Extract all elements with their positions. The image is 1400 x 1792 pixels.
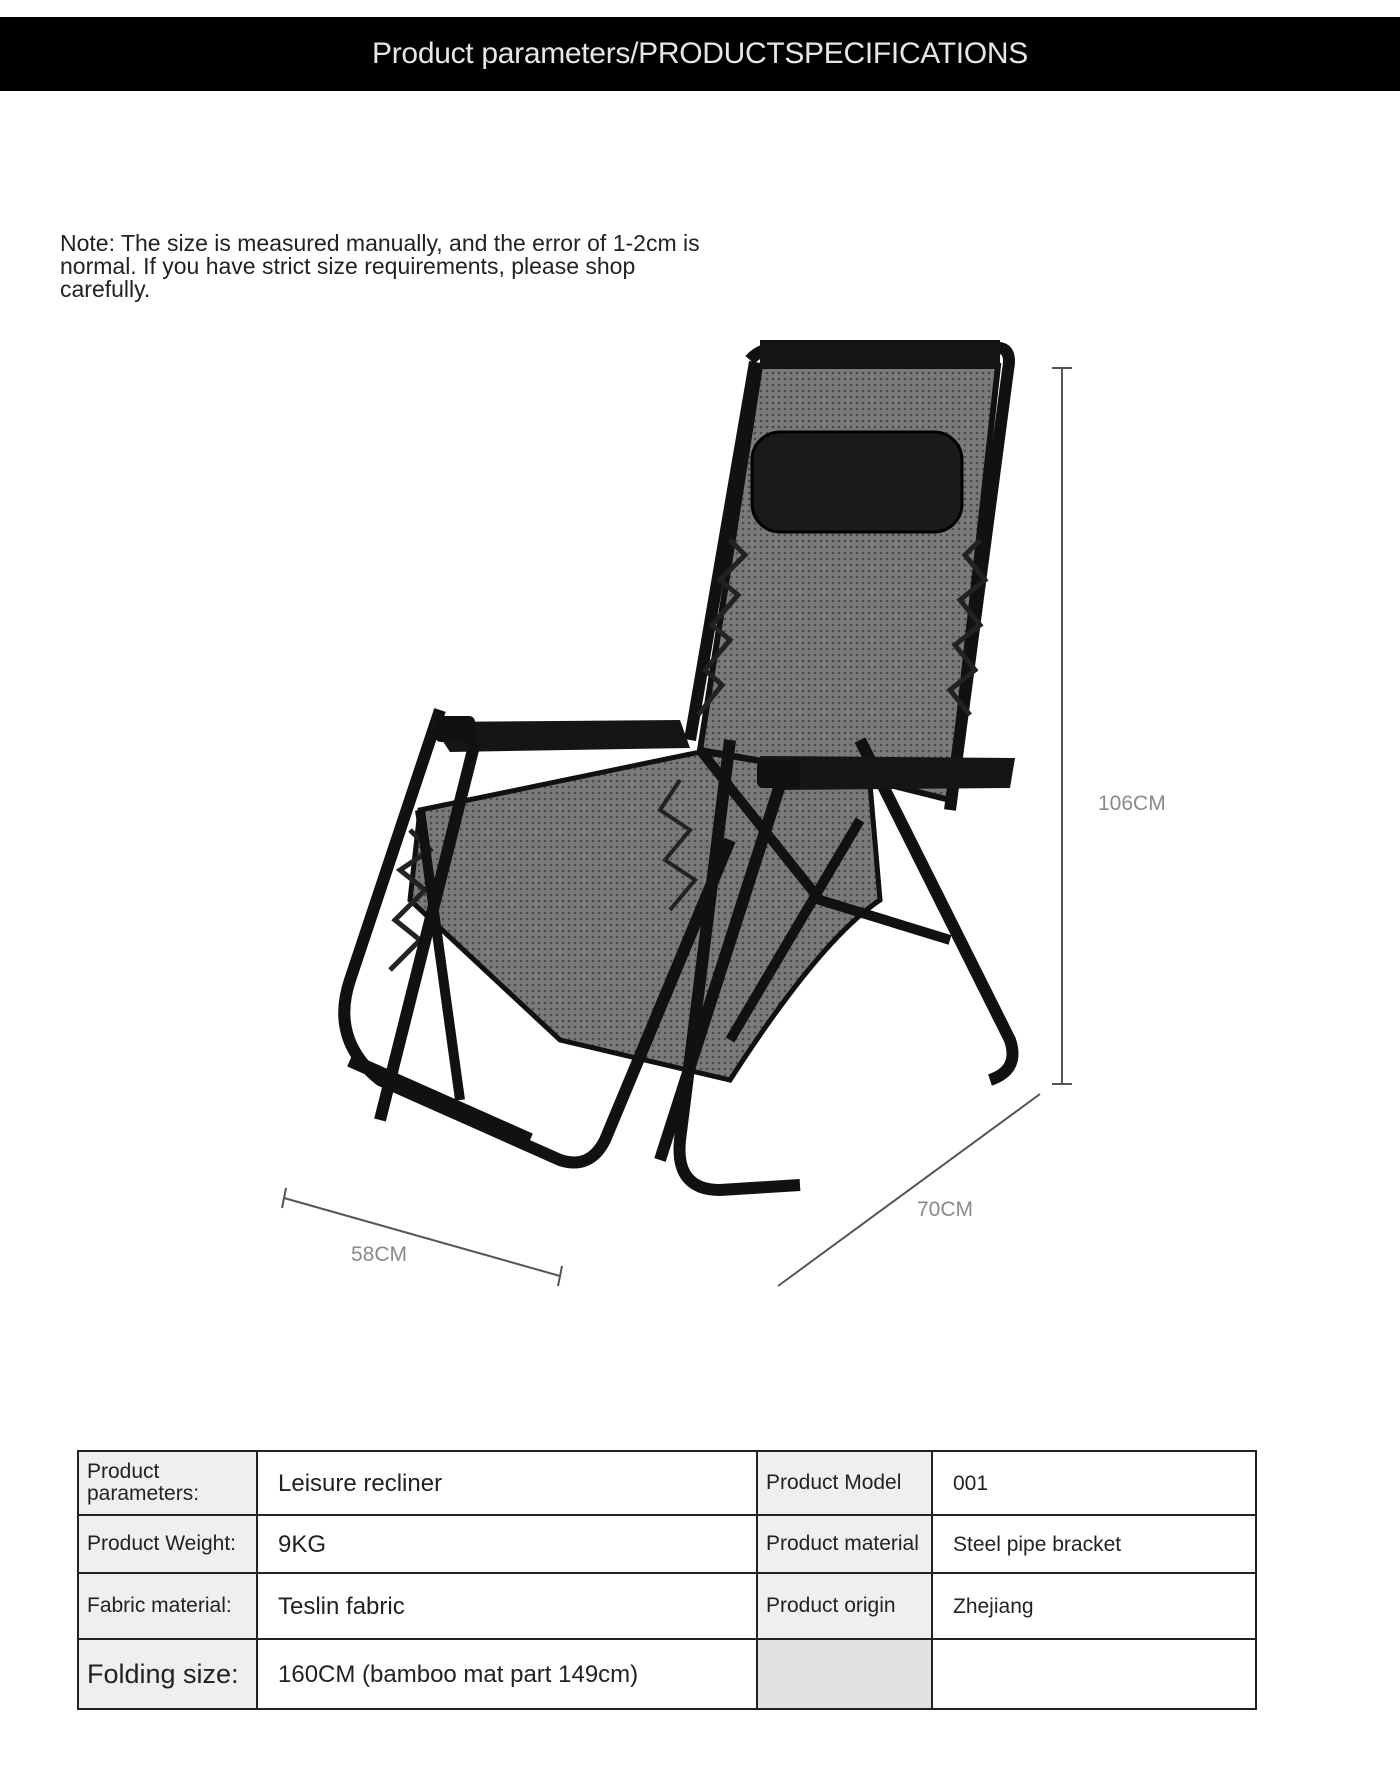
- width-dimension-line: [284, 1198, 560, 1276]
- spec-value: Leisure recliner: [257, 1451, 757, 1515]
- spec-value: 160CM (bamboo mat part 149cm): [257, 1639, 757, 1709]
- spec-label: Product parameters:: [78, 1451, 257, 1515]
- spec-label: Folding size:: [78, 1639, 257, 1709]
- table-row: [78, 1573, 1256, 1639]
- spec-value: [932, 1639, 1256, 1709]
- spec-label: Product Weight:: [78, 1515, 257, 1573]
- table-row: [78, 1639, 1256, 1709]
- headrest-pillow: [752, 432, 962, 532]
- spec-label: Product material: [757, 1515, 932, 1573]
- table-row: [78, 1515, 1256, 1573]
- header-bar: [0, 17, 1400, 91]
- width-dimension-label: 58CM: [351, 1243, 408, 1266]
- recliner-chair-illustration: [260, 340, 1220, 1300]
- foot-bar: [350, 1060, 530, 1140]
- page-title: Product parameters/PRODUCTSPECIFICATIONS: [372, 37, 1028, 70]
- specification-table: [77, 1450, 1257, 1710]
- product-image: [260, 340, 1220, 1300]
- spec-label: Product origin: [757, 1573, 932, 1639]
- spec-value: Teslin fabric: [257, 1573, 757, 1639]
- spec-value: Steel pipe bracket: [932, 1515, 1256, 1573]
- spec-label: Product Model: [757, 1451, 932, 1515]
- size-note: Note: The size is measured manually, and the error of 1-2cm is normal. If you have strict size requirements, please shop carefully.: [60, 230, 700, 302]
- spec-label: Fabric material:: [78, 1573, 257, 1639]
- spec-value: 9KG: [257, 1515, 757, 1573]
- depth-dimension-label: 70CM: [917, 1198, 974, 1221]
- armrest-left-cap: [435, 716, 475, 742]
- spec-value: 001: [932, 1451, 1256, 1515]
- spec-label: [757, 1639, 932, 1709]
- depth-dimension-line: [778, 1094, 1040, 1286]
- spec-value: Zhejiang: [932, 1573, 1256, 1639]
- top-band: [760, 340, 1000, 368]
- table-row: [78, 1451, 1256, 1515]
- armrest-right-cap: [757, 760, 801, 788]
- height-dimension-label: 106CM: [1098, 792, 1166, 815]
